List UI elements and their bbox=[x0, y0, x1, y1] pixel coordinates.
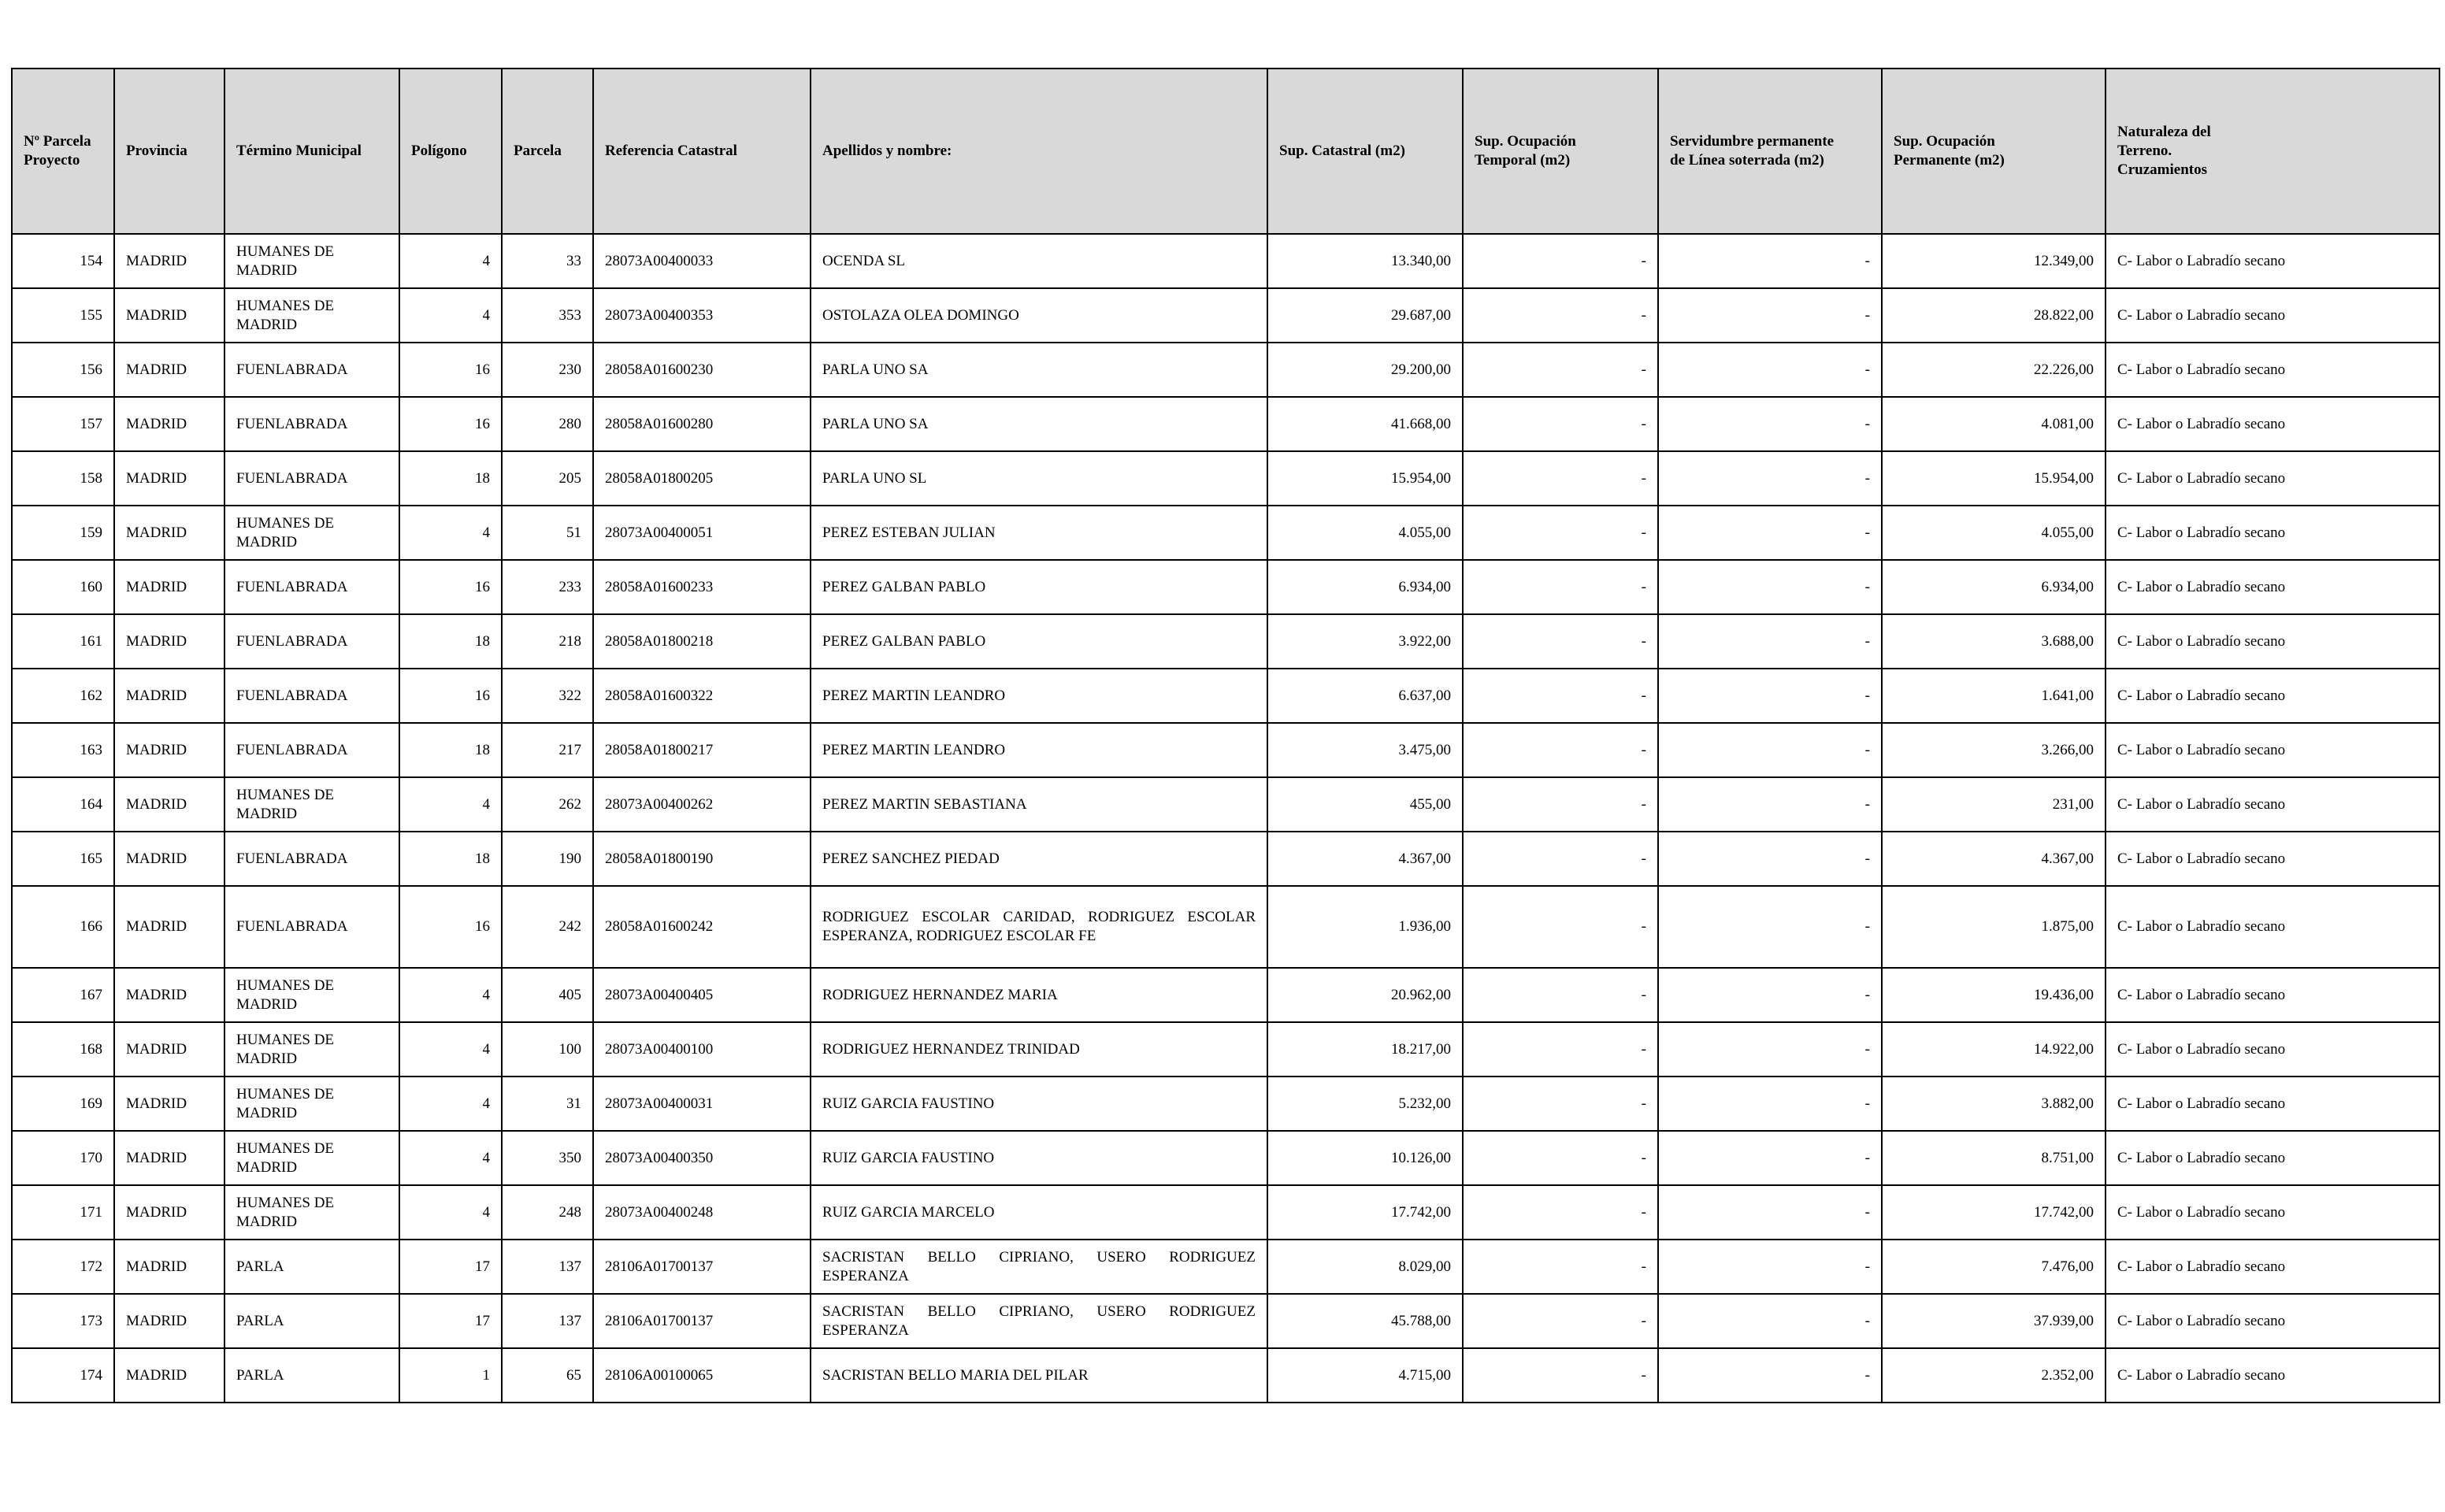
header-sup-ocupacion-permanente: Sup. Ocupación Permanente (m2) bbox=[1882, 69, 2106, 234]
cell-poligono: 17 bbox=[399, 1240, 502, 1294]
cell-servidumbre-permanente: - bbox=[1658, 288, 1882, 343]
cell-provincia: MADRID bbox=[114, 397, 224, 451]
cell-poligono: 4 bbox=[399, 288, 502, 343]
table-row bbox=[12, 1294, 2439, 1348]
table-row bbox=[12, 343, 2439, 397]
table-row bbox=[12, 451, 2439, 506]
cell-provincia: MADRID bbox=[114, 1022, 224, 1077]
cell-parcela-proyecto: 170 bbox=[12, 1131, 114, 1185]
cell-naturaleza-terreno: C- Labor o Labradío secano bbox=[2106, 506, 2439, 560]
cell-servidumbre-permanente: - bbox=[1658, 1348, 1882, 1403]
cell-sup-ocupacion-permanente: 6.934,00 bbox=[1882, 560, 2106, 614]
cell-sup-catastral: 4.715,00 bbox=[1267, 1348, 1463, 1403]
header-apellidos-nombre: Apellidos y nombre: bbox=[811, 69, 1267, 234]
cell-servidumbre-permanente: - bbox=[1658, 669, 1882, 723]
cell-servidumbre-permanente: - bbox=[1658, 397, 1882, 451]
cell-referencia-catastral: 28106A01700137 bbox=[593, 1240, 811, 1294]
table-row bbox=[12, 777, 2439, 832]
cell-sup-catastral: 4.367,00 bbox=[1267, 832, 1463, 886]
table-row bbox=[12, 1240, 2439, 1294]
cell-servidumbre-permanente: - bbox=[1658, 968, 1882, 1022]
cell-naturaleza-terreno: C- Labor o Labradío secano bbox=[2106, 832, 2439, 886]
cell-provincia: MADRID bbox=[114, 560, 224, 614]
cell-parcela-proyecto: 172 bbox=[12, 1240, 114, 1294]
cell-sup-ocupacion-temporal: - bbox=[1463, 886, 1658, 968]
cell-poligono: 4 bbox=[399, 1022, 502, 1077]
cell-parcela: 218 bbox=[502, 614, 593, 669]
cell-sup-ocupacion-temporal: - bbox=[1463, 777, 1658, 832]
cell-provincia: MADRID bbox=[114, 288, 224, 343]
cell-parcela: 217 bbox=[502, 723, 593, 777]
cell-provincia: MADRID bbox=[114, 886, 224, 968]
cell-apellidos-nombre: PARLA UNO SL bbox=[811, 451, 1267, 506]
cell-sup-catastral: 29.200,00 bbox=[1267, 343, 1463, 397]
cell-apellidos-nombre: RUIZ GARCIA FAUSTINO bbox=[811, 1077, 1267, 1131]
header-provincia: Provincia bbox=[114, 69, 224, 234]
cell-termino-municipal: PARLA bbox=[224, 1348, 399, 1403]
cell-servidumbre-permanente: - bbox=[1658, 1185, 1882, 1240]
cell-apellidos-nombre: SACRISTAN BELLO CIPRIANO, USERO RODRIGUEZ ESPERANZA bbox=[811, 1294, 1267, 1348]
cell-poligono: 4 bbox=[399, 1077, 502, 1131]
cell-servidumbre-permanente: - bbox=[1658, 343, 1882, 397]
cell-poligono: 18 bbox=[399, 451, 502, 506]
cell-servidumbre-permanente: - bbox=[1658, 886, 1882, 968]
cell-poligono: 18 bbox=[399, 723, 502, 777]
cell-apellidos-nombre: PEREZ ESTEBAN JULIAN bbox=[811, 506, 1267, 560]
cell-sup-catastral: 29.687,00 bbox=[1267, 288, 1463, 343]
cell-apellidos-nombre: SACRISTAN BELLO MARIA DEL PILAR bbox=[811, 1348, 1267, 1403]
cell-parcela-proyecto: 160 bbox=[12, 560, 114, 614]
cell-sup-ocupacion-temporal: - bbox=[1463, 451, 1658, 506]
table-row bbox=[12, 669, 2439, 723]
cell-apellidos-nombre: RUIZ GARCIA MARCELO bbox=[811, 1185, 1267, 1240]
cell-sup-catastral: 6.934,00 bbox=[1267, 560, 1463, 614]
cell-sup-ocupacion-permanente: 28.822,00 bbox=[1882, 288, 2106, 343]
cell-poligono: 4 bbox=[399, 234, 502, 288]
cell-servidumbre-permanente: - bbox=[1658, 506, 1882, 560]
cell-sup-ocupacion-permanente: 8.751,00 bbox=[1882, 1131, 2106, 1185]
header-sup-catastral: Sup. Catastral (m2) bbox=[1267, 69, 1463, 234]
cell-naturaleza-terreno: C- Labor o Labradío secano bbox=[2106, 397, 2439, 451]
cell-poligono: 16 bbox=[399, 669, 502, 723]
cell-parcela-proyecto: 162 bbox=[12, 669, 114, 723]
table-row bbox=[12, 1348, 2439, 1403]
cell-parcela-proyecto: 156 bbox=[12, 343, 114, 397]
cell-poligono: 1 bbox=[399, 1348, 502, 1403]
cell-parcela: 353 bbox=[502, 288, 593, 343]
cell-servidumbre-permanente: - bbox=[1658, 1240, 1882, 1294]
cell-sup-catastral: 3.475,00 bbox=[1267, 723, 1463, 777]
cell-termino-municipal: FUENLABRADA bbox=[224, 614, 399, 669]
cell-parcela-proyecto: 164 bbox=[12, 777, 114, 832]
cell-parcela: 190 bbox=[502, 832, 593, 886]
cell-parcela-proyecto: 168 bbox=[12, 1022, 114, 1077]
cell-parcela-proyecto: 154 bbox=[12, 234, 114, 288]
cell-apellidos-nombre: RODRIGUEZ ESCOLAR CARIDAD, RODRIGUEZ ESCOLAR ESPERANZA, RODRIGUEZ ESCOLAR FE bbox=[811, 886, 1267, 968]
cell-sup-ocupacion-temporal: - bbox=[1463, 397, 1658, 451]
cell-sup-catastral: 18.217,00 bbox=[1267, 1022, 1463, 1077]
cell-termino-municipal: FUENLABRADA bbox=[224, 832, 399, 886]
cell-apellidos-nombre: OCENDA SL bbox=[811, 234, 1267, 288]
cell-termino-municipal: HUMANES DE MADRID bbox=[224, 1131, 399, 1185]
cell-poligono: 4 bbox=[399, 968, 502, 1022]
table-header-row bbox=[12, 69, 2439, 234]
cell-sup-ocupacion-temporal: - bbox=[1463, 234, 1658, 288]
cell-provincia: MADRID bbox=[114, 1240, 224, 1294]
cell-servidumbre-permanente: - bbox=[1658, 451, 1882, 506]
cell-parcela: 51 bbox=[502, 506, 593, 560]
cell-apellidos-nombre: RODRIGUEZ HERNANDEZ TRINIDAD bbox=[811, 1022, 1267, 1077]
cell-provincia: MADRID bbox=[114, 669, 224, 723]
table-row bbox=[12, 1022, 2439, 1077]
cell-parcela: 262 bbox=[502, 777, 593, 832]
cell-naturaleza-terreno: C- Labor o Labradío secano bbox=[2106, 1131, 2439, 1185]
cell-naturaleza-terreno: C- Labor o Labradío secano bbox=[2106, 968, 2439, 1022]
table-row bbox=[12, 886, 2439, 968]
cell-servidumbre-permanente: - bbox=[1658, 777, 1882, 832]
cell-referencia-catastral: 28058A01600280 bbox=[593, 397, 811, 451]
cell-referencia-catastral: 28058A01600230 bbox=[593, 343, 811, 397]
table-row bbox=[12, 1077, 2439, 1131]
cell-termino-municipal: FUENLABRADA bbox=[224, 397, 399, 451]
cell-provincia: MADRID bbox=[114, 234, 224, 288]
table-row bbox=[12, 723, 2439, 777]
cell-servidumbre-permanente: - bbox=[1658, 560, 1882, 614]
table-row bbox=[12, 397, 2439, 451]
cell-naturaleza-terreno: C- Labor o Labradío secano bbox=[2106, 234, 2439, 288]
cell-servidumbre-permanente: - bbox=[1658, 832, 1882, 886]
cell-sup-ocupacion-permanente: 3.882,00 bbox=[1882, 1077, 2106, 1131]
header-sup-ocupacion-temporal: Sup. Ocupación Temporal (m2) bbox=[1463, 69, 1658, 234]
cell-servidumbre-permanente: - bbox=[1658, 723, 1882, 777]
cell-apellidos-nombre: PARLA UNO SA bbox=[811, 343, 1267, 397]
cell-provincia: MADRID bbox=[114, 343, 224, 397]
cell-sup-ocupacion-temporal: - bbox=[1463, 1131, 1658, 1185]
cell-sup-ocupacion-permanente: 1.875,00 bbox=[1882, 886, 2106, 968]
table-row bbox=[12, 560, 2439, 614]
cell-provincia: MADRID bbox=[114, 832, 224, 886]
cell-termino-municipal: HUMANES DE MADRID bbox=[224, 234, 399, 288]
cell-sup-ocupacion-permanente: 22.226,00 bbox=[1882, 343, 2106, 397]
cell-sup-catastral: 10.126,00 bbox=[1267, 1131, 1463, 1185]
table-row bbox=[12, 614, 2439, 669]
cell-provincia: MADRID bbox=[114, 614, 224, 669]
cell-termino-municipal: HUMANES DE MADRID bbox=[224, 1185, 399, 1240]
cell-parcela: 137 bbox=[502, 1240, 593, 1294]
cell-referencia-catastral: 28073A00400262 bbox=[593, 777, 811, 832]
cell-parcela: 205 bbox=[502, 451, 593, 506]
cell-provincia: MADRID bbox=[114, 1294, 224, 1348]
table-row bbox=[12, 288, 2439, 343]
header-parcela-proyecto: Nº Parcela Proyecto bbox=[12, 69, 114, 234]
cell-naturaleza-terreno: C- Labor o Labradío secano bbox=[2106, 886, 2439, 968]
table-row bbox=[12, 506, 2439, 560]
cell-provincia: MADRID bbox=[114, 451, 224, 506]
cell-referencia-catastral: 28073A00400051 bbox=[593, 506, 811, 560]
cell-parcela-proyecto: 171 bbox=[12, 1185, 114, 1240]
cell-referencia-catastral: 28073A00400100 bbox=[593, 1022, 811, 1077]
cell-provincia: MADRID bbox=[114, 1185, 224, 1240]
cell-sup-ocupacion-permanente: 37.939,00 bbox=[1882, 1294, 2106, 1348]
cell-parcela: 33 bbox=[502, 234, 593, 288]
cell-referencia-catastral: 28073A00400353 bbox=[593, 288, 811, 343]
cell-sup-ocupacion-temporal: - bbox=[1463, 1022, 1658, 1077]
cell-apellidos-nombre: OSTOLAZA OLEA DOMINGO bbox=[811, 288, 1267, 343]
cell-poligono: 18 bbox=[399, 832, 502, 886]
cell-provincia: MADRID bbox=[114, 777, 224, 832]
cell-parcela: 233 bbox=[502, 560, 593, 614]
cell-sup-ocupacion-temporal: - bbox=[1463, 1240, 1658, 1294]
cell-parcela: 31 bbox=[502, 1077, 593, 1131]
cell-parcela-proyecto: 173 bbox=[12, 1294, 114, 1348]
cell-apellidos-nombre: PARLA UNO SA bbox=[811, 397, 1267, 451]
cell-sup-catastral: 3.922,00 bbox=[1267, 614, 1463, 669]
cell-termino-municipal: FUENLABRADA bbox=[224, 886, 399, 968]
cell-provincia: MADRID bbox=[114, 1131, 224, 1185]
cell-termino-municipal: HUMANES DE MADRID bbox=[224, 1022, 399, 1077]
table-row bbox=[12, 234, 2439, 288]
table-body bbox=[12, 234, 2439, 1403]
cell-sup-ocupacion-permanente: 1.641,00 bbox=[1882, 669, 2106, 723]
cell-apellidos-nombre: RUIZ GARCIA FAUSTINO bbox=[811, 1131, 1267, 1185]
cell-referencia-catastral: 28073A00400350 bbox=[593, 1131, 811, 1185]
cell-sup-ocupacion-temporal: - bbox=[1463, 1077, 1658, 1131]
cell-sup-ocupacion-temporal: - bbox=[1463, 832, 1658, 886]
cell-termino-municipal: HUMANES DE MADRID bbox=[224, 777, 399, 832]
cell-poligono: 16 bbox=[399, 343, 502, 397]
cell-servidumbre-permanente: - bbox=[1658, 1022, 1882, 1077]
table-row bbox=[12, 968, 2439, 1022]
cell-referencia-catastral: 28058A01600242 bbox=[593, 886, 811, 968]
cell-parcela: 230 bbox=[502, 343, 593, 397]
cell-sup-ocupacion-temporal: - bbox=[1463, 343, 1658, 397]
cell-sup-catastral: 8.029,00 bbox=[1267, 1240, 1463, 1294]
cell-parcela: 405 bbox=[502, 968, 593, 1022]
cell-provincia: MADRID bbox=[114, 1348, 224, 1403]
cell-parcela-proyecto: 166 bbox=[12, 886, 114, 968]
cell-sup-ocupacion-temporal: - bbox=[1463, 669, 1658, 723]
cell-apellidos-nombre: PEREZ GALBAN PABLO bbox=[811, 614, 1267, 669]
cell-sup-ocupacion-temporal: - bbox=[1463, 288, 1658, 343]
cell-parcela-proyecto: 174 bbox=[12, 1348, 114, 1403]
cell-apellidos-nombre: PEREZ MARTIN LEANDRO bbox=[811, 669, 1267, 723]
cell-sup-ocupacion-permanente: 17.742,00 bbox=[1882, 1185, 2106, 1240]
cell-poligono: 4 bbox=[399, 506, 502, 560]
cell-sup-ocupacion-permanente: 4.055,00 bbox=[1882, 506, 2106, 560]
cell-sup-ocupacion-permanente: 4.081,00 bbox=[1882, 397, 2106, 451]
cell-naturaleza-terreno: C- Labor o Labradío secano bbox=[2106, 777, 2439, 832]
cell-termino-municipal: HUMANES DE MADRID bbox=[224, 968, 399, 1022]
table-row bbox=[12, 1185, 2439, 1240]
cell-sup-catastral: 455,00 bbox=[1267, 777, 1463, 832]
cell-servidumbre-permanente: - bbox=[1658, 1294, 1882, 1348]
cell-sup-catastral: 20.962,00 bbox=[1267, 968, 1463, 1022]
cell-termino-municipal: PARLA bbox=[224, 1240, 399, 1294]
header-poligono: Polígono bbox=[399, 69, 502, 234]
parcel-table bbox=[11, 68, 2440, 1403]
cell-apellidos-nombre: SACRISTAN BELLO CIPRIANO, USERO RODRIGUEZ ESPERANZA bbox=[811, 1240, 1267, 1294]
cell-parcela: 65 bbox=[502, 1348, 593, 1403]
cell-sup-ocupacion-temporal: - bbox=[1463, 968, 1658, 1022]
cell-referencia-catastral: 28058A01600233 bbox=[593, 560, 811, 614]
cell-termino-municipal: PARLA bbox=[224, 1294, 399, 1348]
cell-apellidos-nombre: RODRIGUEZ HERNANDEZ MARIA bbox=[811, 968, 1267, 1022]
cell-naturaleza-terreno: C- Labor o Labradío secano bbox=[2106, 723, 2439, 777]
cell-parcela-proyecto: 169 bbox=[12, 1077, 114, 1131]
cell-poligono: 16 bbox=[399, 886, 502, 968]
cell-poligono: 4 bbox=[399, 1131, 502, 1185]
cell-sup-catastral: 1.936,00 bbox=[1267, 886, 1463, 968]
cell-apellidos-nombre: PEREZ MARTIN LEANDRO bbox=[811, 723, 1267, 777]
cell-provincia: MADRID bbox=[114, 506, 224, 560]
cell-servidumbre-permanente: - bbox=[1658, 1131, 1882, 1185]
cell-sup-ocupacion-permanente: 3.266,00 bbox=[1882, 723, 2106, 777]
header-parcela: Parcela bbox=[502, 69, 593, 234]
cell-referencia-catastral: 28073A00400033 bbox=[593, 234, 811, 288]
cell-provincia: MADRID bbox=[114, 968, 224, 1022]
cell-parcela-proyecto: 163 bbox=[12, 723, 114, 777]
cell-provincia: MADRID bbox=[114, 723, 224, 777]
cell-termino-municipal: FUENLABRADA bbox=[224, 723, 399, 777]
cell-referencia-catastral: 28073A00400031 bbox=[593, 1077, 811, 1131]
cell-poligono: 16 bbox=[399, 560, 502, 614]
cell-referencia-catastral: 28106A01700137 bbox=[593, 1294, 811, 1348]
cell-servidumbre-permanente: - bbox=[1658, 1077, 1882, 1131]
cell-sup-ocupacion-temporal: - bbox=[1463, 614, 1658, 669]
cell-naturaleza-terreno: C- Labor o Labradío secano bbox=[2106, 451, 2439, 506]
cell-referencia-catastral: 28073A00400248 bbox=[593, 1185, 811, 1240]
cell-sup-ocupacion-permanente: 12.349,00 bbox=[1882, 234, 2106, 288]
cell-sup-catastral: 5.232,00 bbox=[1267, 1077, 1463, 1131]
cell-sup-catastral: 17.742,00 bbox=[1267, 1185, 1463, 1240]
cell-sup-ocupacion-permanente: 19.436,00 bbox=[1882, 968, 2106, 1022]
cell-parcela-proyecto: 155 bbox=[12, 288, 114, 343]
cell-referencia-catastral: 28058A01800217 bbox=[593, 723, 811, 777]
table-row bbox=[12, 832, 2439, 886]
cell-sup-ocupacion-temporal: - bbox=[1463, 506, 1658, 560]
cell-termino-municipal: FUENLABRADA bbox=[224, 451, 399, 506]
cell-sup-ocupacion-temporal: - bbox=[1463, 1185, 1658, 1240]
cell-naturaleza-terreno: C- Labor o Labradío secano bbox=[2106, 1348, 2439, 1403]
cell-sup-ocupacion-temporal: - bbox=[1463, 1348, 1658, 1403]
cell-sup-catastral: 6.637,00 bbox=[1267, 669, 1463, 723]
header-termino-municipal: Término Municipal bbox=[224, 69, 399, 234]
cell-referencia-catastral: 28106A00100065 bbox=[593, 1348, 811, 1403]
cell-sup-ocupacion-temporal: - bbox=[1463, 723, 1658, 777]
cell-parcela: 248 bbox=[502, 1185, 593, 1240]
cell-sup-catastral: 41.668,00 bbox=[1267, 397, 1463, 451]
cell-termino-municipal: FUENLABRADA bbox=[224, 560, 399, 614]
header-naturaleza-terreno: Naturaleza del Terreno. Cruzamientos bbox=[2106, 69, 2439, 234]
cell-sup-ocupacion-temporal: - bbox=[1463, 1294, 1658, 1348]
cell-parcela: 322 bbox=[502, 669, 593, 723]
cell-naturaleza-terreno: C- Labor o Labradío secano bbox=[2106, 614, 2439, 669]
cell-termino-municipal: FUENLABRADA bbox=[224, 343, 399, 397]
cell-naturaleza-terreno: C- Labor o Labradío secano bbox=[2106, 1240, 2439, 1294]
cell-parcela: 280 bbox=[502, 397, 593, 451]
cell-parcela-proyecto: 161 bbox=[12, 614, 114, 669]
cell-referencia-catastral: 28058A01800218 bbox=[593, 614, 811, 669]
cell-poligono: 18 bbox=[399, 614, 502, 669]
cell-apellidos-nombre: PEREZ GALBAN PABLO bbox=[811, 560, 1267, 614]
cell-termino-municipal: HUMANES DE MADRID bbox=[224, 1077, 399, 1131]
cell-naturaleza-terreno: C- Labor o Labradío secano bbox=[2106, 560, 2439, 614]
cell-apellidos-nombre: PEREZ SANCHEZ PIEDAD bbox=[811, 832, 1267, 886]
cell-referencia-catastral: 28058A01800190 bbox=[593, 832, 811, 886]
cell-parcela-proyecto: 157 bbox=[12, 397, 114, 451]
cell-sup-catastral: 4.055,00 bbox=[1267, 506, 1463, 560]
cell-naturaleza-terreno: C- Labor o Labradío secano bbox=[2106, 288, 2439, 343]
cell-servidumbre-permanente: - bbox=[1658, 234, 1882, 288]
cell-termino-municipal: HUMANES DE MADRID bbox=[224, 506, 399, 560]
cell-naturaleza-terreno: C- Labor o Labradío secano bbox=[2106, 1185, 2439, 1240]
cell-servidumbre-permanente: - bbox=[1658, 614, 1882, 669]
cell-naturaleza-terreno: C- Labor o Labradío secano bbox=[2106, 343, 2439, 397]
cell-apellidos-nombre: PEREZ MARTIN SEBASTIANA bbox=[811, 777, 1267, 832]
cell-parcela-proyecto: 159 bbox=[12, 506, 114, 560]
cell-poligono: 16 bbox=[399, 397, 502, 451]
cell-sup-ocupacion-permanente: 3.688,00 bbox=[1882, 614, 2106, 669]
cell-sup-ocupacion-permanente: 14.922,00 bbox=[1882, 1022, 2106, 1077]
cell-parcela-proyecto: 167 bbox=[12, 968, 114, 1022]
cell-parcela: 242 bbox=[502, 886, 593, 968]
cell-poligono: 4 bbox=[399, 777, 502, 832]
cell-sup-ocupacion-temporal: - bbox=[1463, 560, 1658, 614]
cell-parcela: 350 bbox=[502, 1131, 593, 1185]
cell-naturaleza-terreno: C- Labor o Labradío secano bbox=[2106, 1022, 2439, 1077]
cell-sup-catastral: 13.340,00 bbox=[1267, 234, 1463, 288]
cell-sup-ocupacion-permanente: 4.367,00 bbox=[1882, 832, 2106, 886]
header-referencia-catastral: Referencia Catastral bbox=[593, 69, 811, 234]
table-row bbox=[12, 1131, 2439, 1185]
cell-poligono: 4 bbox=[399, 1185, 502, 1240]
cell-referencia-catastral: 28073A00400405 bbox=[593, 968, 811, 1022]
cell-naturaleza-terreno: C- Labor o Labradío secano bbox=[2106, 1294, 2439, 1348]
cell-sup-ocupacion-permanente: 7.476,00 bbox=[1882, 1240, 2106, 1294]
cell-sup-catastral: 15.954,00 bbox=[1267, 451, 1463, 506]
cell-sup-ocupacion-permanente: 231,00 bbox=[1882, 777, 2106, 832]
cell-sup-ocupacion-permanente: 2.352,00 bbox=[1882, 1348, 2106, 1403]
cell-naturaleza-terreno: C- Labor o Labradío secano bbox=[2106, 1077, 2439, 1131]
cell-parcela: 100 bbox=[502, 1022, 593, 1077]
header-servidumbre-permanente: Servidumbre permanente de Línea soterrada (m2) bbox=[1658, 69, 1882, 234]
cell-parcela-proyecto: 165 bbox=[12, 832, 114, 886]
cell-poligono: 17 bbox=[399, 1294, 502, 1348]
cell-naturaleza-terreno: C- Labor o Labradío secano bbox=[2106, 669, 2439, 723]
cell-parcela: 137 bbox=[502, 1294, 593, 1348]
cell-referencia-catastral: 28058A01600322 bbox=[593, 669, 811, 723]
cell-termino-municipal: FUENLABRADA bbox=[224, 669, 399, 723]
cell-sup-ocupacion-permanente: 15.954,00 bbox=[1882, 451, 2106, 506]
cell-referencia-catastral: 28058A01800205 bbox=[593, 451, 811, 506]
cell-termino-municipal: HUMANES DE MADRID bbox=[224, 288, 399, 343]
cell-parcela-proyecto: 158 bbox=[12, 451, 114, 506]
cell-provincia: MADRID bbox=[114, 1077, 224, 1131]
cell-sup-catastral: 45.788,00 bbox=[1267, 1294, 1463, 1348]
